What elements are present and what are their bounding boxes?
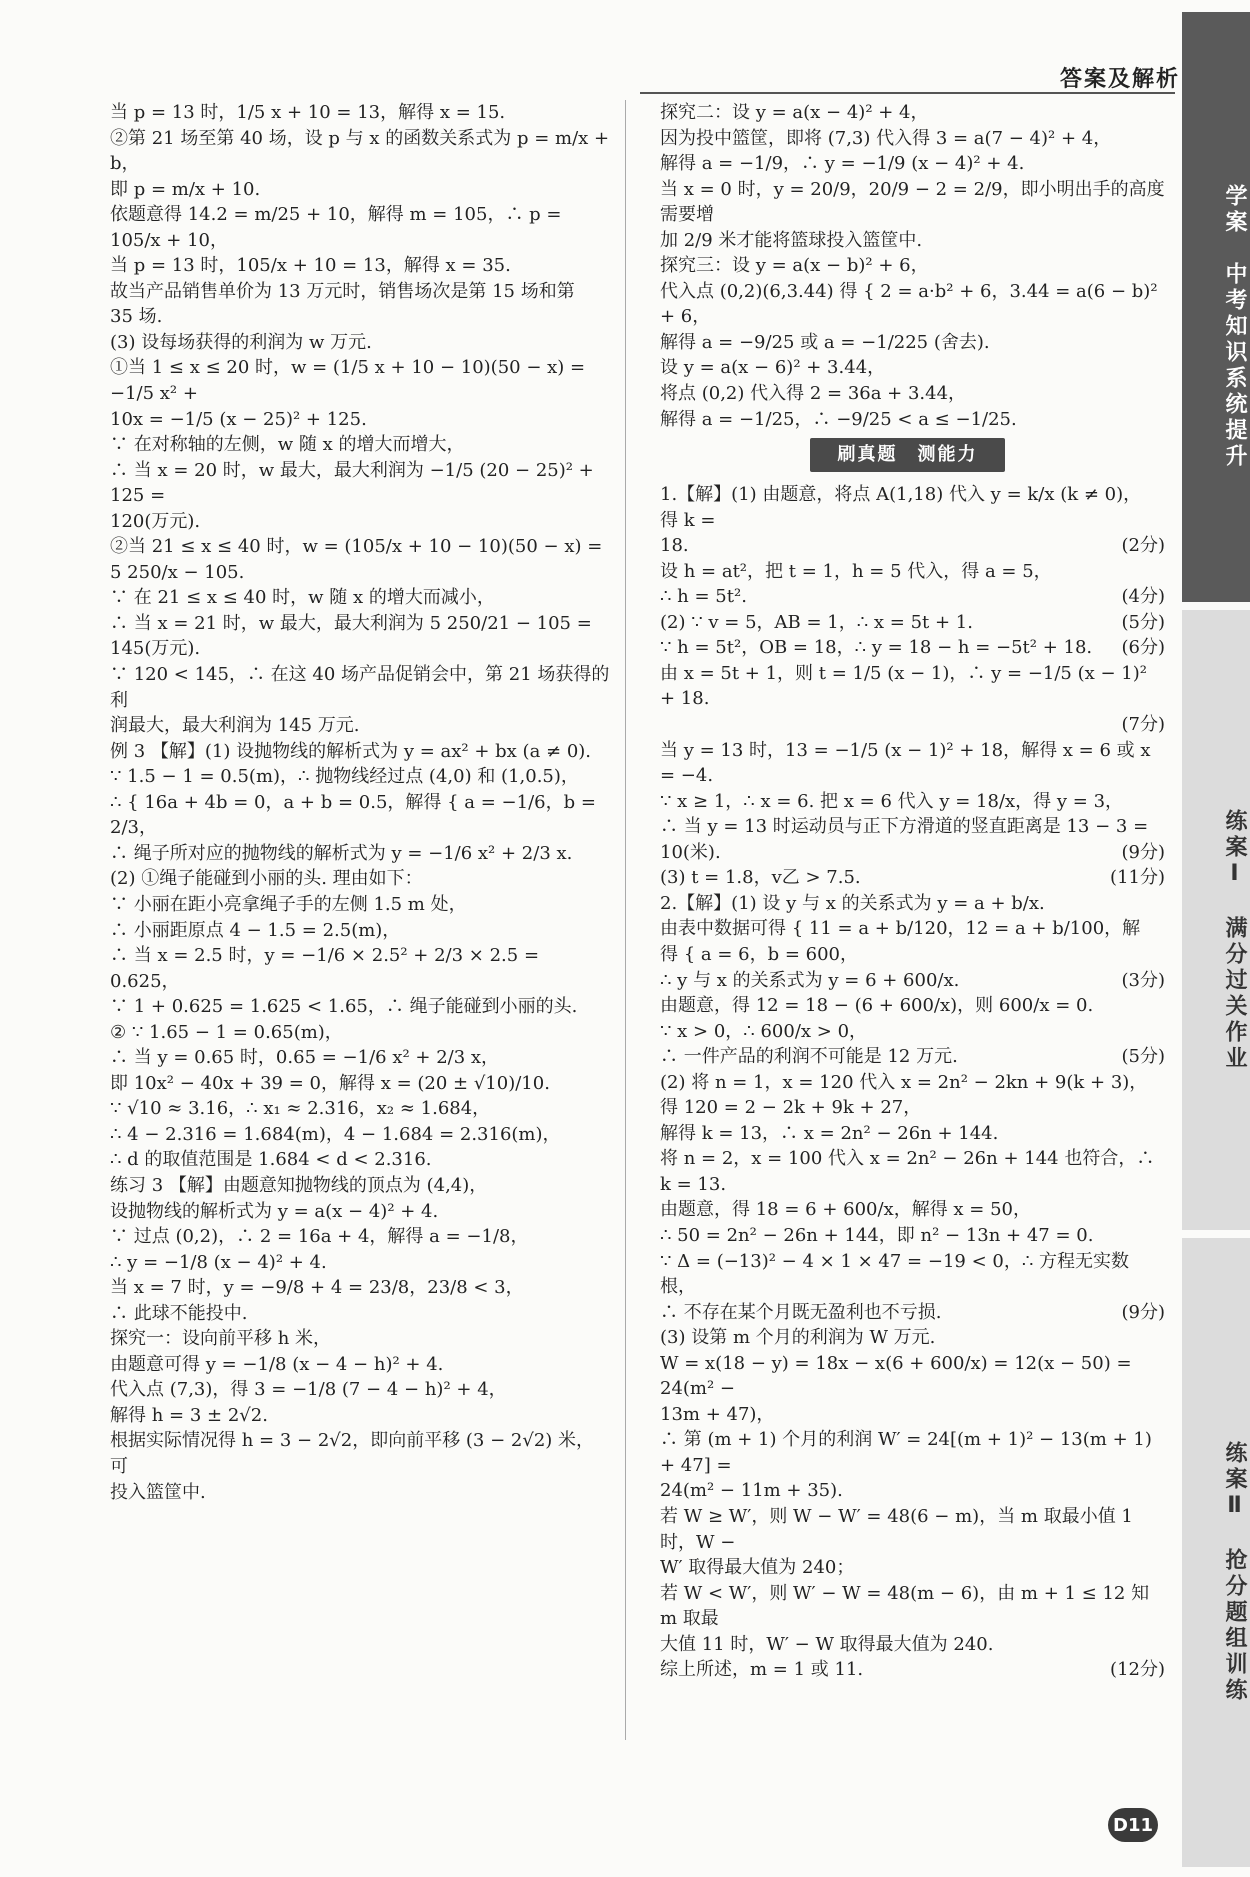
line-text: ∴ { 16a + 4b = 0，a + b = 0.5，解得 { a = −1/6，b = 2/3，: [110, 791, 602, 839]
score-points: [1157, 1632, 1165, 1658]
line-text: ∴ 当 x = 20 时，w 最大，最大利润为 −1/5 (20 − 25)² + 125 =: [110, 459, 600, 507]
text-line: [110, 713, 610, 739]
text-line: [110, 1301, 610, 1327]
line-text: ∵ h = 5t²，OB = 18，∴ y = 18 − h = −5t² + 18.: [660, 637, 1093, 659]
text-line: [660, 738, 1165, 789]
score-points: [1157, 1197, 1165, 1223]
text-line: [110, 407, 610, 433]
text-line: [110, 892, 610, 918]
line-text: 将 n = 2，x = 100 代入 x = 2n² − 26n + 144 也符合，∴ k = 13.: [660, 1148, 1161, 1195]
text-line: [660, 891, 1165, 917]
line-text: 依题意得 14.2 = m/25 + 10，解得 m = 105，∴ p = 105/x + 10，: [110, 204, 568, 251]
line-text: 将点 (0,2) 代入得 2 = 36a + 3.44，: [660, 383, 967, 405]
text-line: [110, 841, 610, 867]
text-line: [110, 1147, 610, 1173]
score-points: [1157, 1478, 1165, 1504]
text-line: [110, 1020, 610, 1046]
score-points: (6分): [1121, 637, 1165, 659]
text-line: [660, 1402, 1165, 1428]
score-points: [1157, 1146, 1165, 1197]
score-points: [1157, 789, 1165, 815]
text-line: [110, 994, 610, 1020]
text-line: [660, 814, 1165, 840]
score-points: [1157, 482, 1165, 533]
text-line: [110, 1403, 610, 1429]
text-line: [660, 993, 1165, 1019]
text-line: [110, 534, 610, 560]
line-text: ∴ d 的取值范围是 1.684 < d < 2.316.: [110, 1149, 432, 1171]
line-text: 解得 a = −1/25，∴ −9/25 < a ≤ −1/25.: [660, 408, 1017, 430]
text-line: [110, 330, 610, 356]
line-text: 解得 a = −9/25 或 a = −1/225 (舍去).: [660, 331, 990, 353]
line-text: 探究二：设 y = a(x − 4)² + 4，: [660, 102, 929, 123]
line-text: 1.【解】(1) 由题意，将点 A(1,18) 代入 y = k/x (k ≠ 0)，得 k =: [660, 484, 1142, 531]
header-title: 答案及解析: [1060, 67, 1181, 92]
line-text: 大值 11 时，W′ − W 取得最大值为 240.: [660, 1633, 994, 1655]
line-text: 由题意，得 18 = 6 + 600/x，解得 x = 50，: [660, 1199, 1032, 1221]
line-text: 当 x = 0 时，y = 20/9，20/9 − 2 = 2/9，即小明出手的高度需要增: [660, 178, 1165, 226]
line-text: 10(米).: [660, 841, 721, 863]
text-line: [660, 865, 1165, 891]
line-text: 18.: [660, 535, 689, 557]
text-line: [660, 151, 1165, 177]
text-line: [660, 330, 1165, 356]
text-line: [660, 916, 1165, 967]
text-line: [660, 1478, 1165, 1504]
line-text: ∴ 当 x = 21 时，w 最大，最大利润为 5 250/21 − 105 = 145(万元).: [110, 612, 598, 660]
line-text: 10x = −1/5 (x − 25)² + 125.: [110, 408, 367, 430]
line-text: 例 3 【解】(1) 设抛物线的解析式为 y = ax² + bx (a ≠ 0).: [110, 740, 592, 762]
line-text: ∴ 当 x = 2.5 时，y = −1/6 × 2.5² + 2/3 × 2.5 = 0.625，: [110, 945, 545, 992]
line-text: (2) ①绳子能碰到小丽的头. 理由如下：: [110, 868, 423, 890]
text-line: [110, 943, 610, 994]
right-column-bottom: [660, 482, 1165, 1683]
text-line: [110, 1122, 610, 1148]
text-line: [110, 1071, 610, 1097]
line-text: 探究三：设 y = a(x − b)² + 6，: [660, 255, 929, 277]
line-text: ∴ 绳子所对应的抛物线的解析式为 y = −1/6 x² + 2/3 x.: [110, 842, 573, 864]
line-text: ∵ 在 21 ≤ x ≤ 40 时，w 随 x 的增大而减小，: [110, 587, 495, 609]
line-text: ∴ 一件产品的利润不可能是 12 万元.: [660, 1046, 958, 1068]
text-line: [110, 202, 610, 253]
score-points: (9分): [1121, 841, 1165, 863]
text-line: [660, 1044, 1165, 1070]
line-text: (3) t = 1.8，v乙 > 7.5.: [660, 867, 861, 889]
side-tabs: [1182, 12, 1250, 1867]
score-points: [1157, 1504, 1165, 1555]
text-line: [110, 866, 610, 892]
line-text: ∴ 小丽距原点 4 − 1.5 = 2.5(m)，: [110, 919, 401, 941]
text-line: [660, 1197, 1165, 1223]
score-points: [1157, 1427, 1165, 1478]
score-points: (9分): [1121, 1301, 1165, 1323]
line-text: ∴ y = −1/8 (x − 4)² + 4.: [110, 1251, 327, 1273]
text-line: [110, 355, 610, 406]
score-points: [1157, 814, 1165, 840]
text-line: [110, 1224, 610, 1250]
line-text: ∵ Δ = (−13)² − 4 × 1 × 47 = −19 < 0，∴ 方程无实数根，: [660, 1250, 1129, 1298]
score-points: (12分): [1110, 1659, 1165, 1681]
line-text: ∴ 此球不能投中.: [110, 1302, 248, 1324]
text-line: [660, 1146, 1165, 1197]
text-line: [660, 228, 1165, 254]
text-line: [110, 509, 610, 535]
line-text: W = x(18 − y) = 18x − x(6 + 600/x) = 12(x − 50) = 24(m² −: [660, 1352, 1138, 1400]
line-text: 当 p = 13 时，105/x + 10 = 13，解得 x = 35.: [110, 255, 511, 277]
score-points: [1157, 1070, 1165, 1096]
score-points: (2分): [1121, 535, 1165, 557]
line-text: ∴ 不存在某个月既无盈利也不亏损.: [660, 1301, 942, 1323]
line-text: ∴ y 与 x 的关系式为 y = 6 + 600/x.: [660, 969, 960, 991]
text-line: [660, 661, 1165, 712]
text-line: [110, 1377, 610, 1403]
side-tab-practice-2[interactable]: 练案Ⅱ 抢分题组训练: [1182, 1238, 1250, 1867]
line-text: 120(万元).: [110, 510, 201, 532]
text-line: [110, 1045, 610, 1071]
text-line: [110, 1480, 610, 1506]
line-text: 设 y = a(x − 6)² + 3.44，: [660, 357, 886, 379]
text-line: [110, 253, 610, 279]
text-line: [660, 482, 1165, 533]
text-line: [660, 1070, 1165, 1096]
line-text: 解得 h = 3 ± 2√2.: [110, 1404, 268, 1426]
score-points: [1157, 1095, 1165, 1121]
right-column-top: [660, 100, 1165, 432]
text-line: [660, 584, 1165, 610]
right-column: [660, 100, 1165, 1683]
line-text: 润最大，最大利润为 145 万元.: [110, 715, 360, 737]
text-line: [110, 1250, 610, 1276]
score-points: [1157, 1402, 1165, 1428]
line-text: ∵ x > 0，∴ 600/x > 0，: [660, 1020, 868, 1042]
line-text: 即 p = m/x + 10.: [110, 178, 261, 200]
line-text: 解得 a = −1/9，∴ y = −1/9 (x − 4)² + 4.: [660, 153, 1025, 175]
line-text: 加 2/9 米才能将篮球投入篮筐中.: [660, 229, 923, 251]
line-text: ②当 21 ≤ x ≤ 40 时，w = (105/x + 10 − 10)(50 − x) =: [110, 536, 603, 558]
text-line: [660, 635, 1165, 661]
text-line: [660, 1019, 1165, 1045]
text-line: [660, 1427, 1165, 1478]
score-points: (5分): [1121, 611, 1165, 633]
text-line: [110, 1096, 610, 1122]
text-line: [660, 1504, 1165, 1555]
line-text: 当 x = 7 时，y = −9/8 + 4 = 23/8，23/8 < 3，: [110, 1277, 524, 1299]
line-text: ②第 21 场至第 40 场，设 p 与 x 的函数关系式为 p = m/x + b，: [110, 127, 615, 175]
text-line: [110, 1326, 610, 1352]
score-points: (3分): [1121, 969, 1165, 991]
line-text: 练习 3 【解】由题意知抛物线的顶点为 (4,4)，: [110, 1174, 488, 1196]
text-line: [660, 1555, 1165, 1581]
score-points: [1157, 1581, 1165, 1632]
text-line: [110, 1199, 610, 1225]
line-text: ∴ 当 y = 0.65 时，0.65 = −1/6 x² + 2/3 x，: [110, 1047, 500, 1069]
text-line: [660, 610, 1165, 636]
text-line: [110, 100, 610, 126]
line-text: ∵ 120 < 145，∴ 在这 40 场产品促销会中，第 21 场获得的利: [110, 664, 610, 711]
line-text: (3) 设每场获得的利润为 w 万元.: [110, 331, 372, 353]
text-line: [660, 407, 1165, 433]
line-text: 代入点 (7,3)，得 3 = −1/8 (7 − 4 − h)² + 4，: [110, 1379, 507, 1401]
text-line: [660, 1632, 1165, 1658]
score-points: [1157, 1121, 1165, 1147]
text-line: [660, 1325, 1165, 1351]
line-text: 13m + 47)，: [660, 1403, 775, 1425]
score-points: [1157, 559, 1165, 585]
line-text: (3) 设第 m 个月的利润为 W 万元.: [660, 1327, 936, 1349]
line-text: 因为投中篮筐，即将 (7,3) 代入得 3 = a(7 − 4)² + 4，: [660, 127, 1112, 149]
column-divider: [625, 100, 626, 1740]
text-line: [660, 1095, 1165, 1121]
line-text: ∵ x ≥ 1，∴ x = 6. 把 x = 6 代入 y = 18/x，得 y = 3，: [660, 790, 1124, 812]
score-points: [1157, 1325, 1165, 1351]
left-column: [110, 100, 615, 1505]
text-line: [660, 1351, 1165, 1402]
line-text: ∴ 第 (m + 1) 个月的利润 W′ = 24[(m + 1)² − 13(m + 1) + 47] =: [660, 1429, 1158, 1476]
text-line: [110, 458, 610, 509]
text-line: [660, 559, 1165, 585]
line-text: 故当产品销售单价为 13 万元时，销售场次是第 15 场和第: [110, 280, 575, 302]
text-line: [660, 100, 1165, 126]
score-points: [1157, 1019, 1165, 1045]
score-points: [1157, 738, 1165, 789]
text-line: [110, 764, 610, 790]
text-line: [660, 177, 1165, 228]
line-text: 得 120 = 2 − 2k + 9k + 27，: [660, 1097, 922, 1119]
score-points: [1157, 1351, 1165, 1402]
text-line: [110, 611, 610, 662]
line-text: (2) ∵ v = 5，AB = 1，∴ x = 5t + 1.: [660, 611, 973, 633]
text-line: [660, 126, 1165, 152]
line-text: ∴ 当 y = 13 时运动员与正下方滑道的竖直距离是 13 − 3 =: [660, 816, 1149, 838]
text-line: [110, 739, 610, 765]
line-text: ∴ 50 = 2n² − 26n + 144，即 n² − 13n + 47 = 0.: [660, 1224, 1094, 1246]
line-text: 根据实际情况得 h = 3 − 2√2，即向前平移 (3 − 2√2) 米，可: [110, 1430, 595, 1477]
text-line: [110, 177, 610, 203]
line-text: 由表中数据可得 { 11 = a + b/120，12 = a + b/100，解得 { a = 6，b = 600，: [660, 918, 1141, 965]
text-line: [660, 533, 1165, 559]
text-line: [110, 1428, 610, 1479]
score-points: [1157, 1223, 1165, 1249]
line-text: ∵ √10 ≈ 3.16，∴ x₁ ≈ 2.316，x₂ ≈ 1.684，: [110, 1098, 491, 1120]
text-line: [660, 789, 1165, 815]
line-text: 投入篮筐中.: [110, 1481, 206, 1503]
line-text: 当 y = 13 时，13 = −1/5 (x − 1)² + 18，解得 x = 6 或 x = −4.: [660, 739, 1157, 787]
line-text: 24(m² − 11m + 35).: [660, 1480, 843, 1502]
score-points: (4分): [1121, 586, 1165, 608]
text-line: [110, 790, 610, 841]
text-line: [110, 585, 610, 611]
line-text: ∴ 4 − 2.316 = 1.684(m)，4 − 1.684 = 2.316(m)，: [110, 1123, 561, 1145]
line-text: W′ 取得最大值为 240；: [660, 1557, 855, 1579]
line-text: 探究一：设向前平移 h 米，: [110, 1328, 332, 1350]
text-line: [660, 712, 1165, 738]
score-points: [1157, 1249, 1165, 1300]
line-text: 设 h = at²，把 t = 1，h = 5 代入，得 a = 5，: [660, 560, 1052, 582]
page-number-badge: D11: [1108, 1808, 1158, 1842]
line-text: 若 W ≥ W′，则 W − W′ = 48(6 − m)，当 m 取最小值 1 时，W −: [660, 1505, 1139, 1553]
text-line: [110, 432, 610, 458]
line-text: ∵ 过点 (0,2)，∴ 2 = 16a + 4，解得 a = −1/8，: [110, 1226, 529, 1248]
text-line: [110, 918, 610, 944]
text-line: [660, 1300, 1165, 1326]
score-points: (7分): [1121, 714, 1165, 736]
score-points: (11分): [1110, 867, 1165, 889]
text-line: [660, 1581, 1165, 1632]
score-points: [1157, 891, 1165, 917]
text-line: [660, 279, 1165, 330]
text-line: [660, 1223, 1165, 1249]
line-text: ∴ h = 5t².: [660, 586, 747, 608]
text-line: [660, 968, 1165, 994]
text-line: [110, 1173, 610, 1199]
text-line: [110, 1275, 610, 1301]
line-text: ∵ 1.5 − 1 = 0.5(m)，∴ 抛物线经过点 (4,0) 和 (1,0.5)，: [110, 766, 579, 788]
line-text: 5 250/x − 105.: [110, 561, 245, 583]
line-text: ∵ 1 + 0.625 = 1.625 < 1.65，∴ 绳子能碰到小丽的头.: [110, 996, 578, 1018]
text-line: [660, 1249, 1165, 1300]
line-text: 综上所述，m = 1 或 11.: [660, 1659, 864, 1681]
line-text: 设抛物线的解析式为 y = a(x − 4)² + 4.: [110, 1200, 439, 1222]
line-text: 解得 k = 13，∴ x = 2n² − 26n + 144.: [660, 1122, 999, 1144]
text-line: [110, 279, 610, 305]
text-line: [110, 662, 610, 713]
line-text: 若 W < W′，则 W′ − W = 48(m − 6)，由 m + 1 ≤ 12 知 m 取最: [660, 1582, 1155, 1630]
side-tab-study[interactable]: 学案 中考知识系统提升: [1182, 12, 1250, 602]
score-points: [1157, 916, 1165, 967]
line-text: 35 场.: [110, 306, 163, 328]
text-line: [110, 126, 615, 177]
text-line: [660, 381, 1165, 407]
text-line: [660, 253, 1165, 279]
line-text: 由题意可得 y = −1/8 (x − 4 − h)² + 4.: [110, 1353, 444, 1375]
score-points: (5分): [1121, 1046, 1165, 1068]
text-line: [110, 304, 610, 330]
text-line: [110, 1352, 610, 1378]
text-line: [660, 1121, 1165, 1147]
score-points: [1157, 993, 1165, 1019]
score-points: [1157, 1555, 1165, 1581]
text-line: [660, 840, 1165, 866]
line-text: 当 p = 13 时，1/5 x + 10 = 13，解得 x = 15.: [110, 102, 506, 123]
line-text: ①当 1 ≤ x ≤ 20 时，w = (1/5 x + 10 − 10)(50 − x) = −1/5 x² +: [110, 357, 591, 405]
line-text: 由题意，得 12 = 18 − (6 + 600/x)，则 600/x = 0.: [660, 995, 1094, 1017]
section-banner: 刷真题 测能力: [810, 438, 1005, 472]
text-line: [660, 1657, 1165, 1683]
score-points: [1157, 661, 1165, 712]
text-line: [110, 560, 610, 586]
line-text: (2) 将 n = 1，x = 120 代入 x = 2n² − 2kn + 9(k + 3)，: [660, 1071, 1148, 1093]
line-text: 由 x = 5t + 1，则 t = 1/5 (x − 1)，∴ y = −1/5 (x − 1)² + 18.: [660, 662, 1153, 710]
line-text: 代入点 (0,2)(6,3.44) 得 { 2 = a·b² + 6，3.44 = a(6 − b)² + 6，: [660, 280, 1164, 328]
line-text: 2.【解】(1) 设 y 与 x 的关系式为 y = a + b/x.: [660, 892, 1045, 914]
line-text: ∵ 在对称轴的左侧，w 随 x 的增大而增大，: [110, 434, 465, 456]
text-line: [660, 355, 1165, 381]
header-divider: [640, 92, 1175, 94]
line-text: ② ∵ 1.65 − 1 = 0.65(m)，: [110, 1021, 343, 1043]
side-tab-practice-1[interactable]: 练案Ⅰ 满分过关作业: [1182, 610, 1250, 1230]
line-text: ∵ 小丽在距小亮拿绳子手的左侧 1.5 m 处，: [110, 893, 467, 915]
line-text: 即 10x² − 40x + 39 = 0，解得 x = (20 ± √10)/10.: [110, 1072, 550, 1094]
